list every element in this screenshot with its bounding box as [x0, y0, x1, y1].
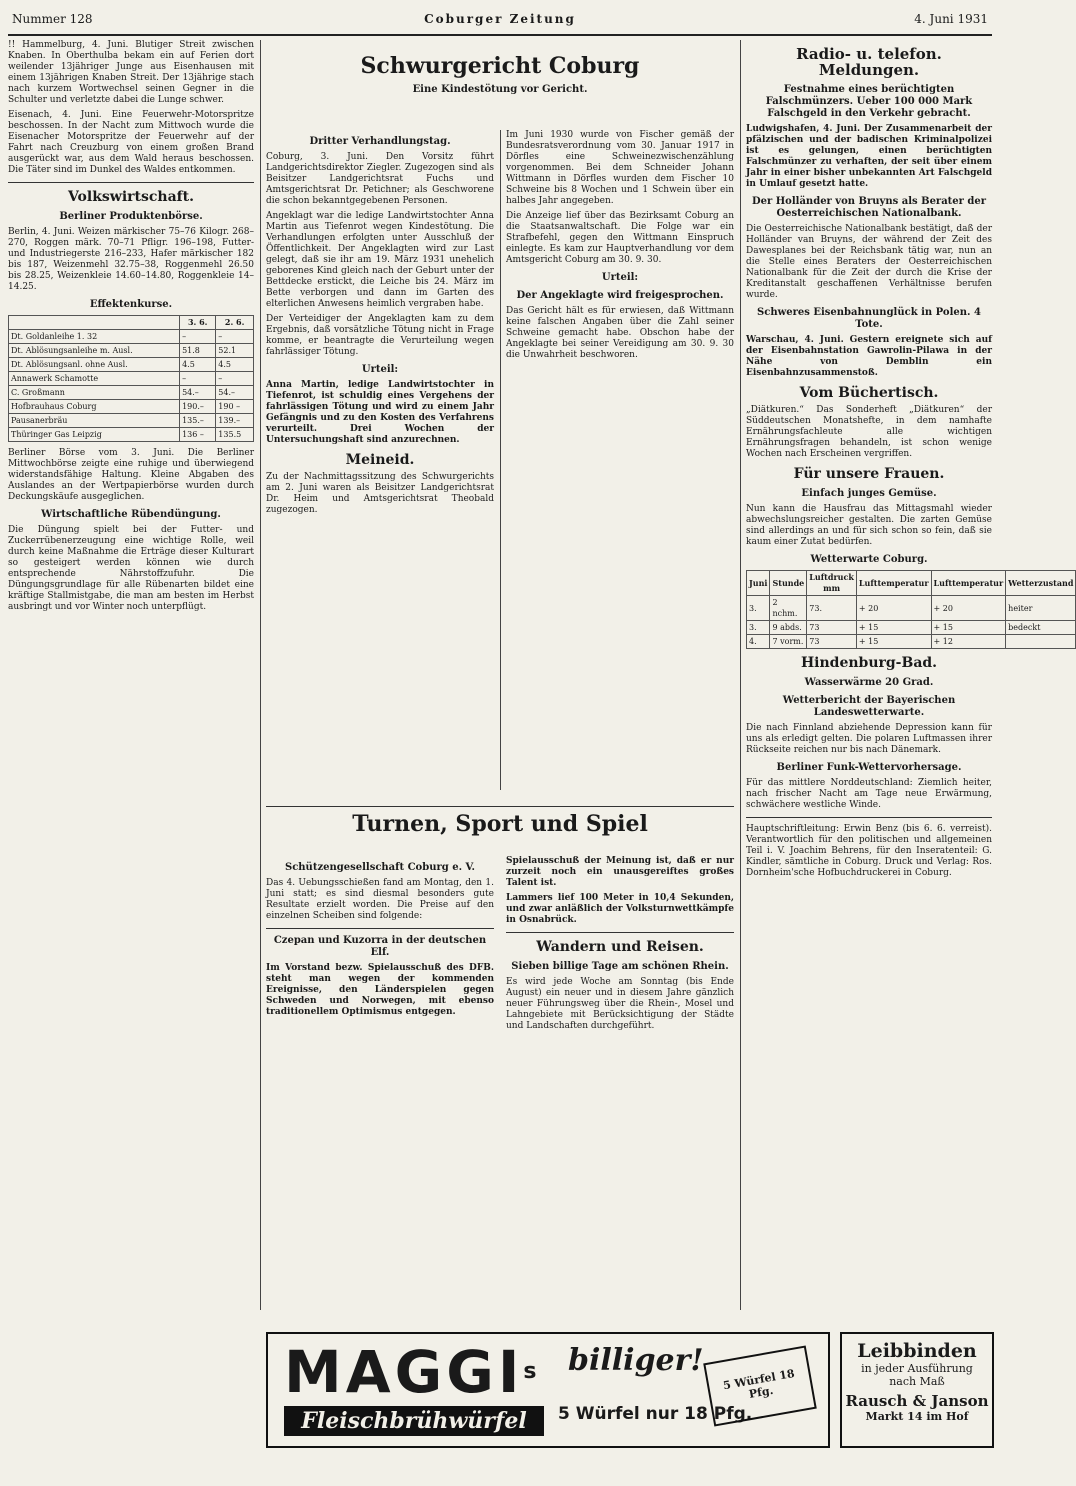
table-cell: 136 –	[180, 428, 216, 442]
article-schwurgericht-3: Der Verteidiger der Angeklagten kam zu dem Ergebnis, daß vorsätzliche Tötung nicht in Frage komme, er beantragte die Verurteilung wegen fahrlässiger Tötung.	[266, 314, 494, 357]
table-cell: Dt. Ablösungsanleihe m. Ausl.	[9, 344, 180, 358]
table-cell: 73	[807, 621, 857, 635]
sport-header	[266, 806, 734, 852]
table-header	[9, 316, 180, 330]
column-right	[746, 40, 1074, 1308]
header-rule	[8, 34, 992, 36]
table-header: Stunde	[770, 571, 807, 596]
section-volkswirtschaft: Volkswirtschaft.	[67, 189, 195, 205]
urteil-heading-2: Urteil:	[601, 272, 639, 283]
column-middle-right	[506, 130, 734, 790]
table-cell: + 12	[931, 635, 1006, 649]
table-row	[747, 635, 1076, 649]
maggi-price-box: 5 Würfel 18 Pfg.	[703, 1345, 817, 1426]
column-middle-left	[266, 130, 494, 790]
article-schwurgericht-2: Angeklagt war die ledige Landwirtstochter Anna Martin aus Tiefenrot wegen Kindestötung. Die Verhandlungen erfolgten unter Ausschluß der Öffentlichkeit. Der Angeklagten wird zur Last gelegt, daß sie ihr am 19. März 1931 unehelich geborenes Kind gleich nach der Geburt unter der Bettdecke erstickt, die Leiche bis 24. März im Bette verborgen und dann im Garten des elterlichen Anwesens heimlich vergraben habe.	[266, 211, 494, 309]
table-cell: 139.–	[216, 414, 254, 428]
urteil-text: Anna Martin, ledige Landwirtstochter in Tiefenrot, ist schuldig eines Vergehens der fahrlässigen Tötung und wird zu einem Jahr Gefängnis und zu den Kosten des Verfahrens verurteilt. Drei Wochen der Untersuchungshaft sind anzurechnen.	[266, 380, 494, 445]
article-wandern: Es wird jede Woche am Sonntag (bis Ende August) ein neuer und in diesem Jahre gänzlich neuer Führungsweg über die Rhein-, Mosel und Lahngebiete mit Berücksichtigung der Städte und Landschaften durchgeführt.	[506, 977, 734, 1031]
leibbinden-title: Leibbinden	[857, 1340, 977, 1362]
maggi-logo	[284, 1338, 541, 1406]
article-schweinezaehlung-2: Die Anzeige lief über das Bezirksamt Coburg an die Staatsanwaltschaft. Die Folge war ein Strafbefehl, gegen den Wittmann Einspruch einlegte. Es kam zur Hauptverhandlung vor dem Amtsgericht Coburg am 30. 9. 30.	[506, 211, 734, 265]
table-header: Wetterzustand	[1006, 571, 1076, 596]
page-date: 4. Juni 1931	[914, 12, 988, 26]
article-wetterbericht: Die nach Finnland abziehende Depression kann für uns als erledigt gelten. Die polaren Luftmassen ihrer Rückseite reichen nur bis nach Dänemark.	[746, 723, 992, 755]
table-cell: –	[216, 330, 254, 344]
column-divider-2	[500, 130, 501, 790]
table-row	[9, 428, 254, 442]
column-divider-3	[740, 40, 741, 1310]
table-row	[9, 372, 254, 386]
article-hammelburg: !! Hammelburg, 4. Juni. Blutiger Streit zwischen Knaben. In Oberthulba bekam ein auf Ferien dort weilender 13jähriger Junge aus Eisenhausen mit einem 13jährigen Knaben Streit. Der 13jährige stach nach kurzem Wortwechsel seinen Gegner in die Schulter und verletzte dabei die Lunge schwer.	[8, 40, 254, 105]
maggi-advertisement	[266, 1332, 830, 1448]
table-header: Luftdruck mm	[807, 571, 857, 596]
article-schwurgericht-1: Coburg, 3. Juni. Den Vorsitz führt Landgerichtsdirektor Ziegler. Zugezogen sind als Beisitzer Landgerichtsrat Fuchs und Amtsgerichtsrat Dr. Petichner; als Geschworene die schon bekanntgegebenen Personen.	[266, 152, 494, 206]
eisenbahn-heading: Schweres Eisenbahnunglück in Polen. 4 Tote.	[757, 307, 981, 330]
article-schuetzen: Das 4. Uebungsschießen fand am Montag, den 1. Juni statt; es sind diesmal besonders gute Resultate erzielt worden. Die Preise auf den einzelnen Scheiben sind folgende:	[266, 878, 494, 921]
leibbinden-company: Rausch & Janson	[845, 1392, 989, 1410]
table-cell: 54.–	[180, 386, 216, 400]
article-falschmuenzer: Ludwigshafen, 4. Juni. Der Zusammenarbeit der pfälzischen und der badischen Kriminalpolizei ist es gelungen, einen berüchtigten Falschmünzer zu verhaften, der seit über einem Jahr in einer bisher unbekannten Art Falschgeld in Umlauf gesetzt hatte.	[746, 124, 992, 189]
table-row	[9, 386, 254, 400]
meineid-heading: Meineid.	[345, 452, 415, 468]
urteil-heading: Urteil:	[361, 364, 399, 375]
wandern-subheading: Sieben billige Tage am schönen Rhein.	[511, 961, 729, 972]
table-cell: 4.	[747, 635, 770, 649]
leibbinden-advertisement	[840, 1332, 994, 1448]
hindenburg-bad-heading: Hindenburg-Bad.	[800, 655, 938, 671]
schuetzengesellschaft-heading: Schützengesellschaft Coburg e. V.	[284, 862, 476, 873]
wetterwarte-heading: Wetterwarte Coburg.	[810, 554, 928, 565]
table-cell: 73.	[807, 596, 857, 621]
table-header: Lufttemperatur	[856, 571, 931, 596]
table-cell: + 20	[856, 596, 931, 621]
table-cell: Thüringer Gas Leipzig	[9, 428, 180, 442]
article-spielausschuss: Spielausschuß der Meinung ist, daß er nur zurzeit noch ein unausgereiftes großes Talent ist.	[506, 856, 734, 888]
table-cell: 54.–	[216, 386, 254, 400]
table-row	[9, 358, 254, 372]
newspaper-title: Coburger Zeitung	[424, 12, 576, 26]
table-header: 3. 6.	[180, 316, 216, 330]
wetterbericht-heading: Wetterbericht der Bayerischen Landeswetterwarte.	[782, 695, 956, 718]
radio-title: Radio- u. telefon. Meldungen.	[796, 45, 942, 79]
leibbinden-address: Markt 14 im Hof	[865, 1410, 969, 1423]
falschmuenzer-heading: Festnahme eines berüchtigten Falschmünzers. Ueber 100 000 Mark Falschgeld in den Verkehr gebracht.	[765, 84, 973, 119]
table-row	[747, 621, 1076, 635]
table-row	[747, 596, 1076, 621]
article-bruyns: Die Oesterreichische Nationalbank bestätigt, daß der Holländer van Bruyns, der während der Zeit des Dawesplanes bei der Reichsbank tätig war, nun an die Stelle eines Beraters der Oesterreichischen Nationalbank für die Zeit der durch die Krise der Kreditanstalt geschaffenen Verhältnisse berufen wurde.	[746, 224, 992, 300]
article-gemuese: Nun kann die Hausfrau das Mittagsmahl wieder abwechslungsreicher gestalten. Die zarten Gemüse sind allerdings an und für sich schon so fein, daß sie kaum einer Zutat bedürfen.	[746, 504, 992, 547]
weather-table	[746, 570, 1076, 649]
table-cell: 190 –	[216, 400, 254, 414]
table-cell: 52.1	[216, 344, 254, 358]
maggi-price: 5 Würfel nur 18 Pfg.	[558, 1404, 753, 1424]
article-schweinezaehlung-3: Das Gericht hält es für erwiesen, daß Wittmann keine falschen Angaben über die Zahl seiner Schweine gemacht habe. Obschon habe der Angeklagte bei seiner Vereidigung am 30. 9. 30 die Unwahrheit beschworen.	[506, 306, 734, 360]
article-eisenbahn: Warschau, 4. Juni. Gestern ereignete sich auf der Eisenbahnstation Gawrolin-Pilawa in der Nähe von Demblin ein Eisenbahnzusammenstoß.	[746, 335, 992, 378]
article-funk-wetter: Für das mittlere Norddeutschland: Ziemlich heiter, nach frischer Nacht am Tage neue Erwärmung, schwächere westliche Winde.	[746, 778, 992, 810]
article-schweinezaehlung-1: Im Juni 1930 wurde von Fischer gemäß der Bundesratsverordnung vom 30. Januar 1917 in Dörfles eine Schweinezwischenzählung vorgenommen. Bei dem Schneider Johann Wittmann in Dörfles wurden dem Fischer 10 Schweine bis 8 Wochen und 1 Schwein über ein halbes Jahr angegeben.	[506, 130, 734, 206]
table-cell: + 20	[931, 596, 1006, 621]
page-number: Nummer 128	[12, 12, 93, 26]
leibbinden-line2: in jeder Ausführung	[861, 1362, 973, 1375]
czepan-heading: Czepan und Kuzorra in der deutschen Elf.	[273, 935, 487, 958]
table-cell: Pausanerbräu	[9, 414, 180, 428]
article-lammers: Lammers lief 100 Meter in 10,4 Sekunden, und zwar anläßlich der Volksturnwettkämpfe in Osnabrück.	[506, 893, 734, 925]
article-eisenach: Eisenach, 4. Juni. Eine Feuerwehr-Motorspritze beschossen. In der Nacht zum Mittwoch wurde die Eisenacher Motorspritze der Feuerwehr auf der Fahrt nach Creuzburg von einem großen Brand ausgerückt war, aus dem Wald heraus beschossen. Die Täter sind im Dunkel des Waldes entkommen.	[8, 110, 254, 175]
leibbinden-line3: nach Maß	[889, 1375, 945, 1388]
sport-column-left	[266, 856, 494, 1266]
table-header: 2. 6.	[216, 316, 254, 330]
table-cell: bedeckt	[1006, 621, 1076, 635]
maggi-subtitle: Fleischbrühwürfel	[284, 1406, 544, 1436]
column-divider-1	[260, 40, 261, 1310]
table-cell: heiter	[1006, 596, 1076, 621]
wandern-heading: Wandern und Reisen.	[536, 939, 704, 955]
article-buechertisch: „Diätkuren.“ Das Sonderheft „Diätkuren“ der Süddeutschen Monatshefte, in dem namhafte Ernährungsfachleute alle wichtigen Ernährungsfragen behandeln, ist schon wenige Wochen nach Erscheinen vergriffen.	[746, 405, 992, 459]
table-row	[9, 400, 254, 414]
table-cell: –	[216, 372, 254, 386]
table-cell: 3.	[747, 596, 770, 621]
subsection-produktenboerse: Berliner Produktenbörse.	[59, 211, 203, 222]
urteil-freispruch: Der Angeklagte wird freigesprochen.	[516, 290, 724, 301]
table-cell: Dt. Ablösungsanl. ohne Ausl.	[9, 358, 180, 372]
article-czepan: Im Vorstand bezw. Spielausschuß des DFB. steht man wegen der kommenden Ereignisse, den Länderspielen gegen Schweden und Norwegen, mit ebenso traditionellem Optimismus entgegen.	[266, 963, 494, 1017]
effekten-table	[8, 315, 254, 442]
table-cell: + 15	[856, 621, 931, 635]
table-row	[9, 330, 254, 344]
table-row	[9, 414, 254, 428]
table-cell: 3.	[747, 621, 770, 635]
table-cell: 135.5	[216, 428, 254, 442]
table-cell: Hofbrauhaus Coburg	[9, 400, 180, 414]
sport-column-right	[506, 856, 734, 1266]
maggi-brand: MAGGI	[284, 1338, 524, 1406]
billiger-slogan: billiger!	[568, 1343, 704, 1378]
table-cell: 9 abds.	[770, 621, 807, 635]
funk-wetter-heading: Berliner Funk-Wettervorhersage.	[776, 762, 962, 773]
table-cell: Annawerk Schamotte	[9, 372, 180, 386]
article-produktenboerse: Berlin, 4. Juni. Weizen märkischer 75–76 Kilogr. 268–270, Roggen märk. 70–71 Pfligr. 196–198, Futter- und Industriegerste 216–233, Hafer märkischer 182 bis 187, Weizenmehl 32.75–38, Roggenmehl 26.50 bis 28.25, Weizenkleie 14.60–14.80, Roggenkleie 14–14.25.	[8, 227, 254, 292]
table-cell: 73	[807, 635, 857, 649]
table-header: Lufttemperatur	[931, 571, 1006, 596]
buechertisch-heading: Vom Büchertisch.	[799, 385, 939, 401]
table-cell	[1006, 635, 1076, 649]
table-cell: 190.–	[180, 400, 216, 414]
table-cell: Dt. Goldanleihe 1. 32	[9, 330, 180, 344]
article-meineid: Zu der Nachmittagssitzung des Schwurgerichts am 2. Juni waren als Beisitzer Landgerichtsrat Dr. Heim und Amtsgerichtsrat Theobald zugezogen.	[266, 472, 494, 515]
table-cell: + 15	[856, 635, 931, 649]
table-header: Juni	[747, 571, 770, 596]
article-ruebenduengung: Die Düngung spielt bei der Futter- und Zuckerrübenerzeugung eine wichtige Rolle, weil durch keine Maßnahme die Erträge dieser Kulturart so gesteigert werden können wie durch entsprechende Nährstoffzufuhr. Die Düngungsgrundlage für alle Rübenarten bildet eine kräftige Stallmistgabe, die man am besten im Herbst ausbringt und vor Winter noch unterpflügt.	[8, 525, 254, 612]
table-cell: 2 nchm.	[770, 596, 807, 621]
maggi-s: s	[523, 1359, 541, 1384]
verhandlungstag-heading: Dritter Verhandlungstag.	[309, 136, 451, 147]
table-row	[9, 344, 254, 358]
table-cell: –	[180, 330, 216, 344]
table-cell: 4.5	[180, 358, 216, 372]
table-cell: 4.5	[216, 358, 254, 372]
bruyns-heading: Der Holländer von Bruyns als Berater der Oesterreichischen Nationalbank.	[751, 196, 987, 219]
frauen-heading: Für unsere Frauen.	[793, 466, 945, 482]
table-cell: –	[180, 372, 216, 386]
table-cell: 135.–	[180, 414, 216, 428]
section-effektenkurse: Effektenkurse.	[89, 299, 173, 310]
sport-title: Turnen, Sport und Spiel	[352, 811, 648, 837]
table-cell: 7 vorm.	[770, 635, 807, 649]
gemuese-heading: Einfach junges Gemüse.	[801, 488, 937, 499]
article-berliner-boerse: Berliner Börse vom 3. Juni. Die Berliner Mittwochbörse zeigte eine ruhige und überwiegend widerstandsfähige Haltung. Kleine Abgaben des Auslandes an der Wertpapierbörse wurden durch Deckungskäufe ausgeglichen.	[8, 448, 254, 502]
section-ruebenduengung: Wirtschaftliche Rübendüngung.	[41, 509, 221, 520]
impressum: Hauptschriftleitung: Erwin Benz (bis 6. 6. verreist). Verantwortlich für den politischen und allgemeinen Teil i. V. Joachim Behrens, für den Inseratenteil: G. Kindler, sämtliche in Coburg. Druck und Verlag: Ros. Dornheim'sche Hofbuchdruckerei in Coburg.	[746, 824, 992, 878]
table-cell: 51.8	[180, 344, 216, 358]
schwurgericht-title: Schwurgericht Coburg	[360, 53, 640, 79]
column-left	[8, 40, 254, 1308]
wasserwaerme: Wasserwärme 20 Grad.	[804, 677, 934, 688]
schwurgericht-subtitle: Eine Kindestötung vor Gericht.	[412, 84, 588, 95]
schwurgericht-header	[266, 40, 734, 130]
table-cell: C. Großmann	[9, 386, 180, 400]
table-cell: + 15	[931, 621, 1006, 635]
